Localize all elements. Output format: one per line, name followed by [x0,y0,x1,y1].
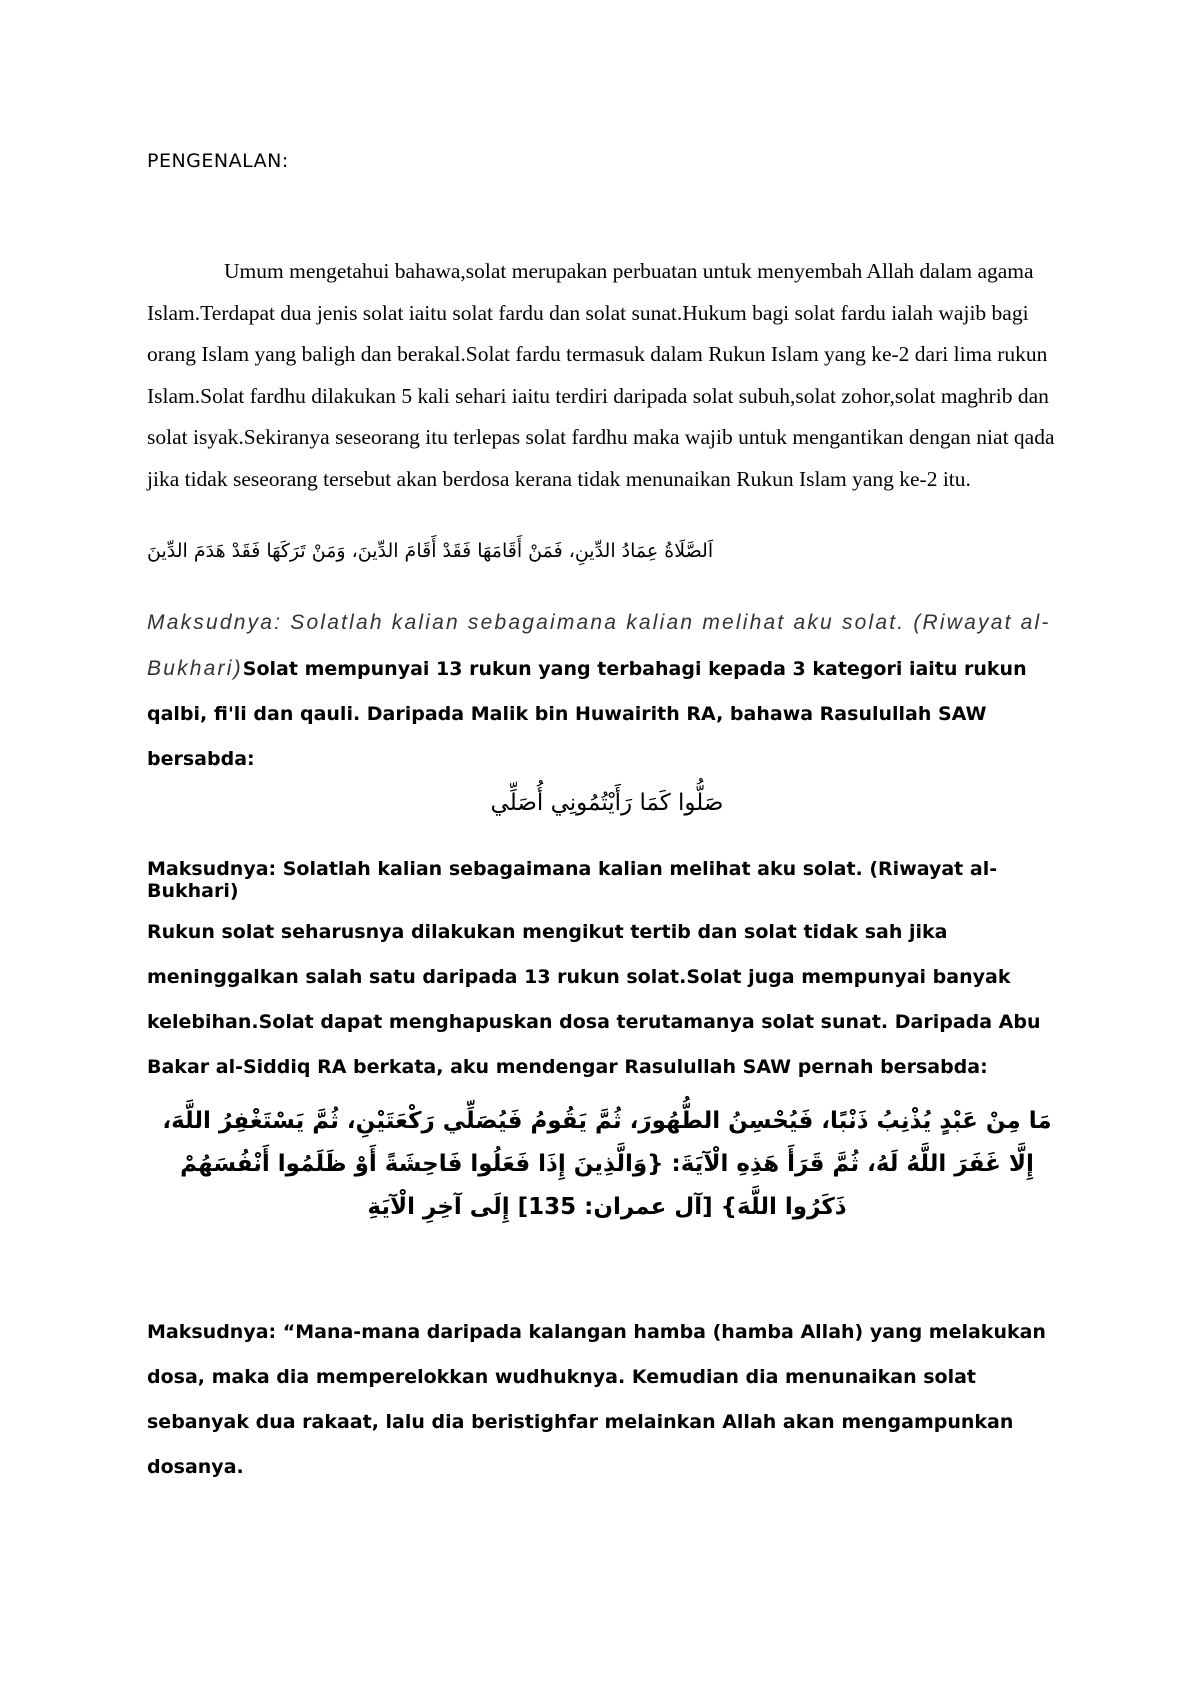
intro-paragraph: Umum mengetahui bahawa,solat merupakan perbuatan untuk menyembah Allah dalam agama Islam.Terdapat dua jenis solat iaitu solat fardu dan solat sunat.Hukum bagi solat fardu ialah wajib bagi orang Islam yang baligh dan berakal.Solat fardu termasuk dalam Rukun Islam yang ke-2 dari lima rukun Islam.Solat fardhu dilakukan 5 kali sehari iaitu terdiri daripada solat subuh,solat zohor,solat maghrib dan solat isyak.Sekiranya seseorang itu terlepas solat fardhu maka wajib untuk mengantikan dengan niat qada jika tidak seseorang tersebut akan berdosa kerana tidak menunaikan Rukun Islam yang ke-2 itu. [147,259,1055,491]
arabic-saying: اَلصَّلَاةُ عِمَادُ الدِّينِ، فَمَنْ أَقَامَهَا فَقَدْ أَقَامَ الدِّينَ، وَمَنْ تَرَكَهَا فَقَدْ هَدَمَ الدِّينَ [147,540,714,562]
final-translation: Maksudnya: “Mana-mana daripada kalangan hamba (hamba Allah) yang melakukan dosa, maka dia memperelokkan wudhuknya. Kemudian dia menunaikan solat sebanyak dua rakaat, lalu dia beristighfar melainkan Allah akan mengampunkan dosanya. [147,1321,1046,1478]
hadith-long-arabic: مَا مِنْ عَبْدٍ يُذْنِبُ ذَنْبًا، فَيُحْسِنُ الطُّهُورَ، ثُمَّ يَقُومُ فَيُصَلِّي رَكْعَتَيْنِ، ثُمَّ يَسْتَغْفِرُ اللَّهَ، إِلَّا غَفَرَ اللَّهُ لَهُ، ثُمَّ قَرَأَ هَذِهِ الْآيَةَ: {وَالَّذِينَ إِذَا فَعَلُوا فَاحِشَةً أَوْ ظَلَمُوا أَنْفُسَهُمْ ذَكَرُوا اللَّهَ} [آل عمران: 135] إِلَى آخِرِ الْآيَةِ [162,1108,1052,1220]
rukun-text: Solat mempunyai 13 rukun yang terbahagi kepada 3 kategori iaitu rukun qalbi, fi'li dan qauli. Daripada Malik bin Huwairith RA, bahawa Rasulullah SAW bersabda: [147,658,1027,770]
maksudnya-italic: Maksudnya: Solatlah kalian sebagaimana kalian melihat aku solat. (Riwayat al-Bukhari) [147,611,1051,680]
rukun-paragraph [147,600,1067,782]
maksudnya-translation: Maksudnya: Solatlah kalian sebagaimana kalian melihat aku solat. (Riwayat al-Bukhari) [147,858,998,902]
hadith-arabic: صَلُّوا كَمَا رَأَيْتُمُونِي أُصَلِّي [490,790,724,816]
tertib-paragraph: Rukun solat seharusnya dilakukan mengikut tertib dan solat tidak sah jika meninggalkan salah satu daripada 13 rukun solat.Solat juga mempunyai banyak kelebihan.Solat dapat menghapuskan dosa terutamanya solat sunat. Daripada Abu Bakar al-Siddiq RA berkata, aku mendengar Rasulullah SAW pernah bersabda: [147,921,1041,1078]
section-heading: PENGENALAN: [147,150,289,172]
